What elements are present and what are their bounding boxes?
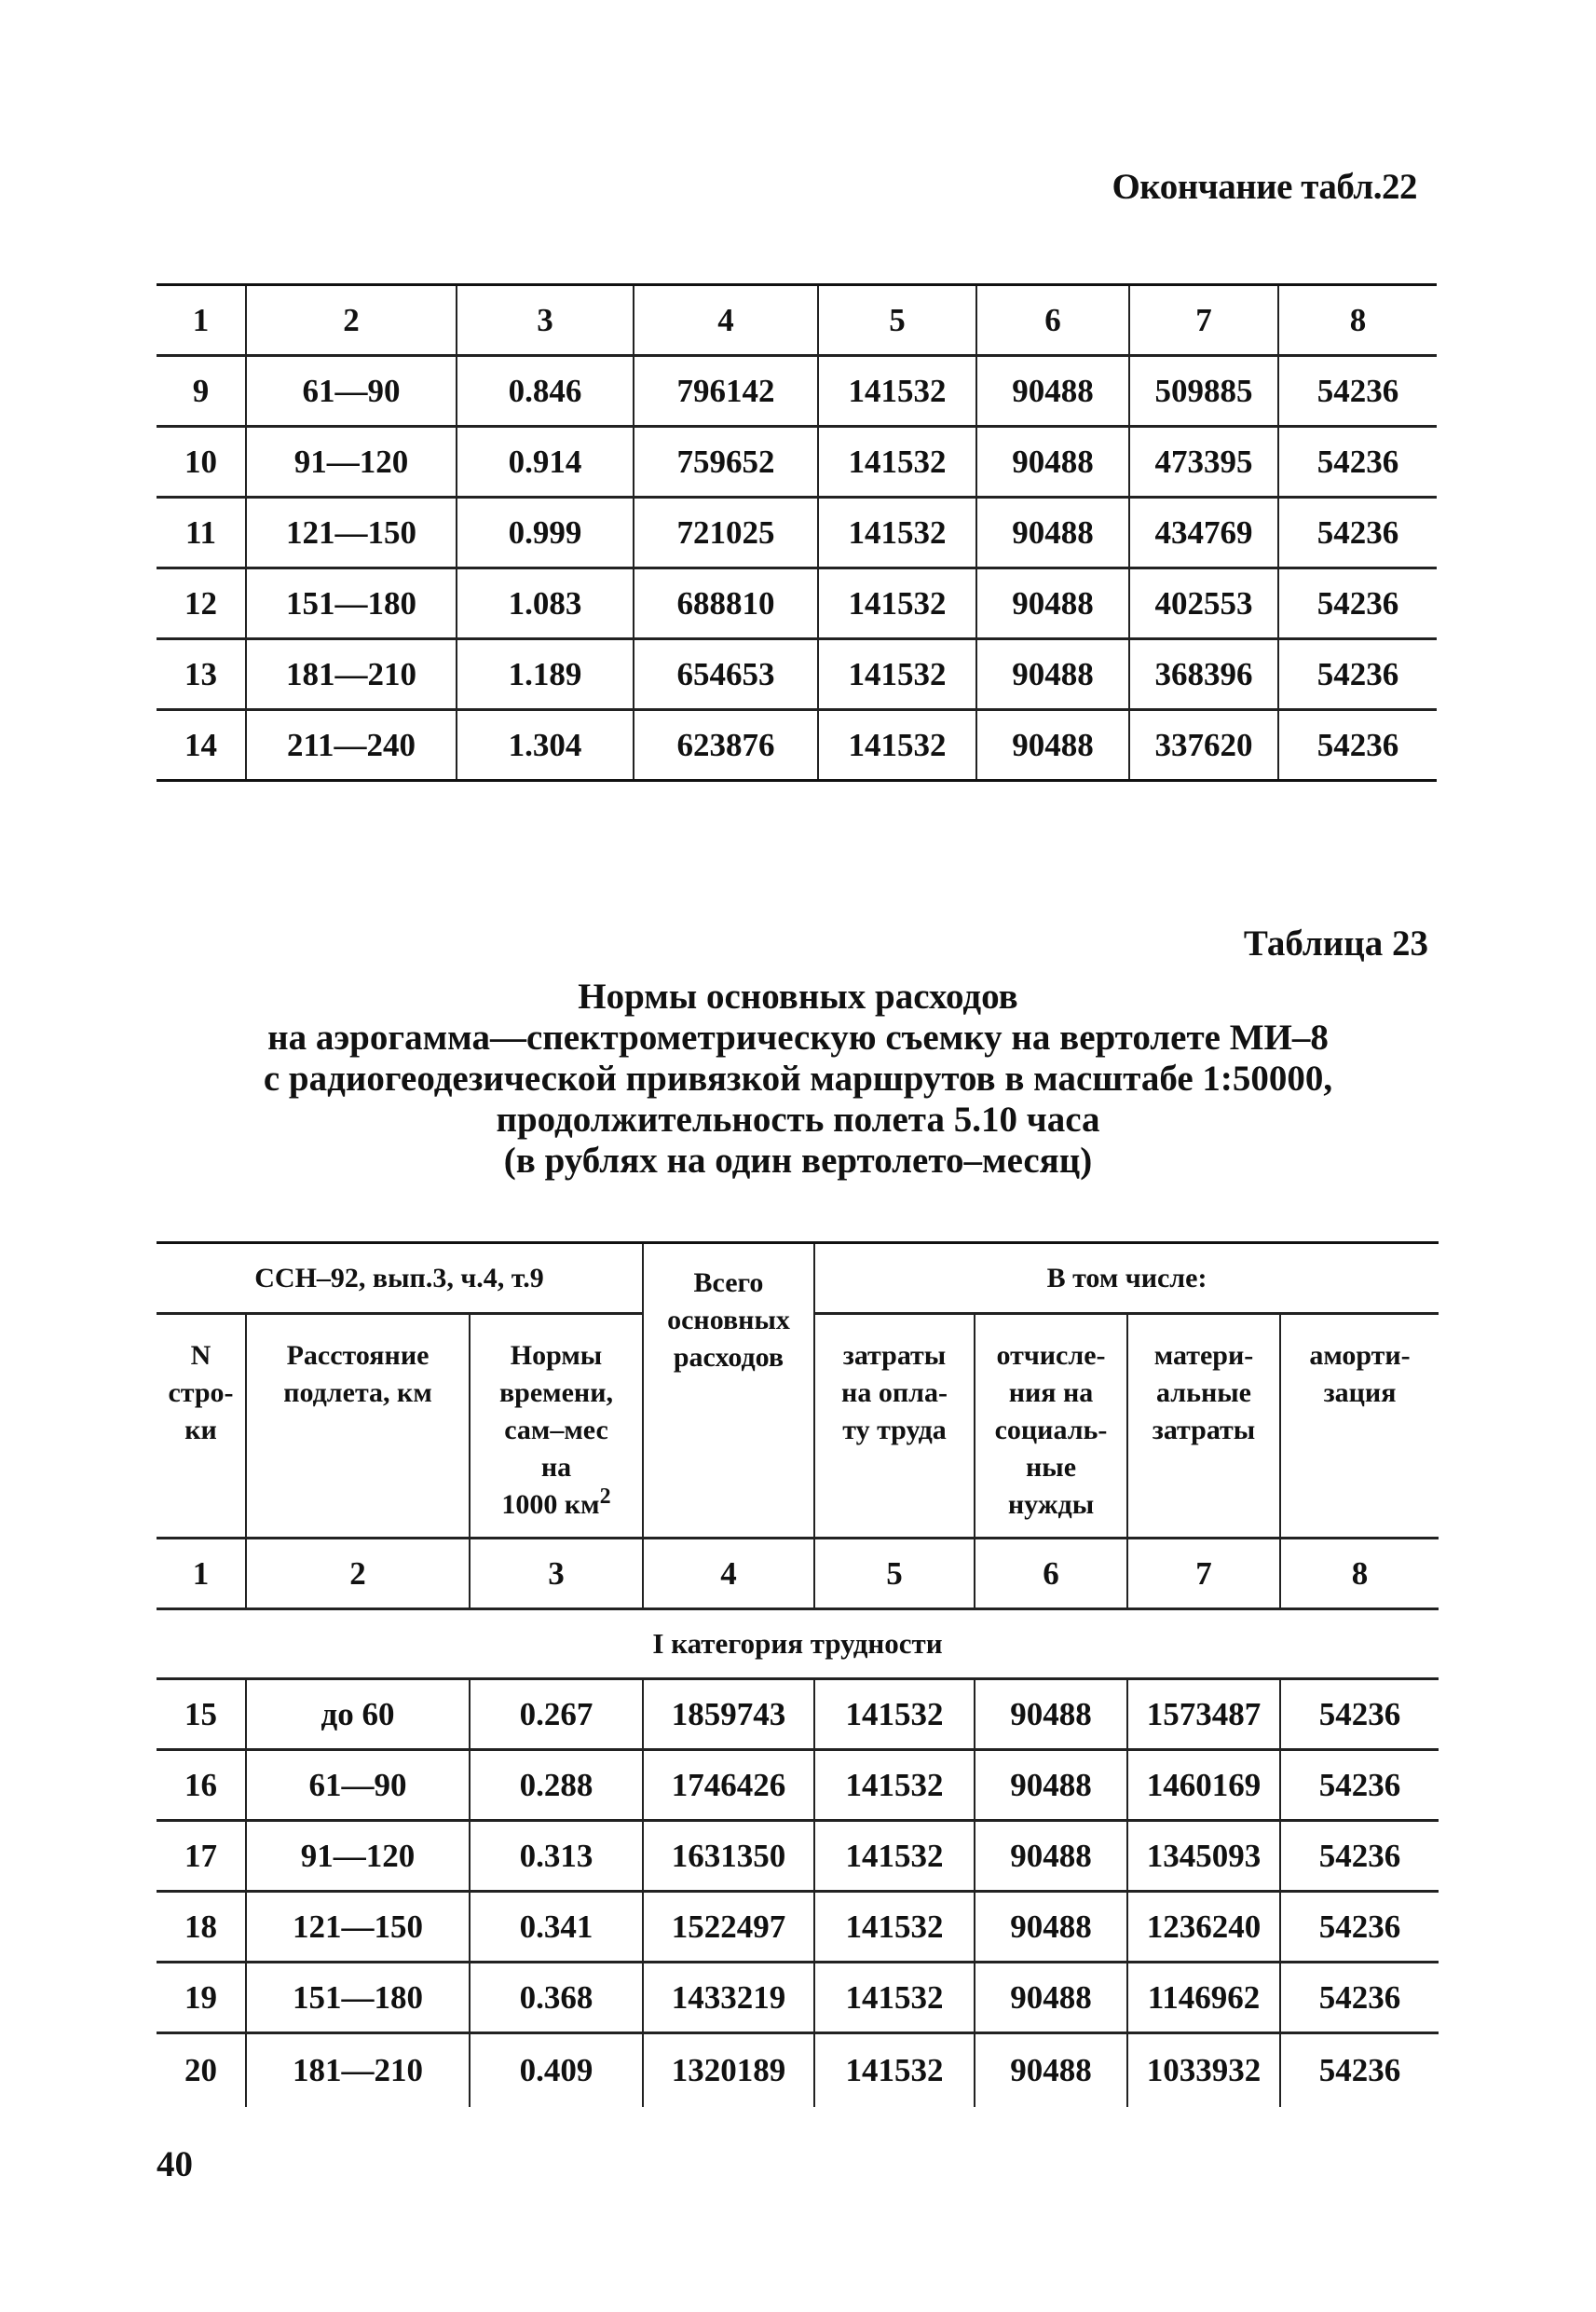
table-row [157, 1892, 1439, 1963]
table-row [157, 710, 1437, 781]
col-number: 6 [975, 1539, 1127, 1609]
table-cell: 90488 [975, 1750, 1127, 1821]
table-caption [0, 977, 1596, 1182]
table-cell: 141532 [818, 427, 976, 498]
col-number: 3 [457, 285, 634, 356]
table-cell: 54236 [1278, 356, 1437, 427]
table-cell: 18 [157, 1892, 246, 1963]
total-expenses-header: Всего основных расходов [643, 1243, 814, 1539]
table-cell: 90488 [975, 2033, 1127, 2108]
col-number: 7 [1129, 285, 1278, 356]
table-row [157, 427, 1437, 498]
col-number: 4 [643, 1539, 814, 1609]
table-cell: 141532 [814, 1963, 975, 2033]
table-row [157, 356, 1437, 427]
social-deductions-header: отчисле- ния на социаль- ные нужды [975, 1314, 1127, 1539]
col-number: 2 [246, 1539, 470, 1609]
table-cell: 90488 [976, 639, 1129, 710]
table-cell: 90488 [976, 427, 1129, 498]
table-cell: 9 [157, 356, 246, 427]
table-row [157, 1679, 1439, 1750]
table-cell: 151—180 [246, 568, 457, 639]
table-cell: 20 [184, 2052, 217, 2088]
category-row [157, 1609, 1439, 1679]
table-cell: 90488 [976, 710, 1129, 781]
table-cell: 54236 [1278, 710, 1437, 781]
table-cell: 54236 [1280, 1821, 1439, 1892]
table-22-continuation [157, 283, 1437, 782]
table-row [157, 568, 1437, 639]
caption-line: Нормы основных расходов [578, 977, 1018, 1017]
col-number: 5 [814, 1539, 975, 1609]
table-cell: 10 [157, 427, 246, 498]
table-cell: 402553 [1129, 568, 1278, 639]
table-cell: 54236 [1280, 1963, 1439, 2033]
table-cell: 759652 [634, 427, 818, 498]
table-cell: 0.409 [470, 2033, 643, 2108]
table-cell: 0.368 [470, 1963, 643, 2033]
table-cell: 1236240 [1127, 1892, 1280, 1963]
table-cell: 0.288 [470, 1750, 643, 1821]
table-row [157, 1963, 1439, 2033]
table-cell: 141532 [818, 356, 976, 427]
table-cell: 15 [157, 1679, 246, 1750]
table-cell: 211—240 [246, 710, 457, 781]
table-cell: 17 [157, 1821, 246, 1892]
amortization-header: аморти- зация [1280, 1314, 1439, 1539]
table-cell: до 60 [246, 1679, 470, 1750]
table-cell: 14 [184, 726, 217, 763]
table-cell: 91—120 [246, 427, 457, 498]
table-cell: 0.914 [457, 427, 634, 498]
table-cell: 141532 [814, 1750, 975, 1821]
table-cell: 1631350 [643, 1821, 814, 1892]
table-title: Таблица 23 [1243, 923, 1428, 964]
table-cell: 0.999 [457, 498, 634, 568]
col-number: 2 [246, 285, 457, 356]
table-cell: 90488 [976, 356, 1129, 427]
caption-line: с радиогеодезической привязкой маршрутов в масштабе 1:50000, [263, 1059, 1333, 1099]
table-row [157, 639, 1437, 710]
table-cell: 121—150 [246, 498, 457, 568]
table-cell: 141532 [818, 568, 976, 639]
table-cell: 368396 [1129, 639, 1278, 710]
table-cell: 473395 [1129, 427, 1278, 498]
table-cell: 151—180 [246, 1963, 470, 2033]
table-cell: 1.083 [457, 568, 634, 639]
table-cell: 1522497 [643, 1892, 814, 1963]
table-cell: 141532 [818, 498, 976, 568]
table-cell: 654653 [634, 639, 818, 710]
col-number: 6 [976, 285, 1129, 356]
caption-line: продолжительность полета 5.10 часа [496, 1100, 1100, 1140]
table-cell: 0.313 [470, 1821, 643, 1892]
table-cell: 11 [157, 498, 246, 568]
table-cell: 337620 [1129, 710, 1278, 781]
col-number: 8 [1280, 1539, 1439, 1609]
table-cell: 54236 [1280, 1892, 1439, 1963]
table-cell: 16 [157, 1750, 246, 1821]
table-cell: 54236 [1278, 639, 1437, 710]
table-cell: 61—90 [246, 1750, 470, 1821]
table-cell: 54236 [1280, 1750, 1439, 1821]
table-cell: 90488 [975, 1892, 1127, 1963]
row-number-header: N стро- ки [157, 1314, 246, 1539]
difficulty-category: I категория трудности [157, 1609, 1439, 1679]
col-number: 8 [1278, 285, 1437, 356]
distance-header: Расстояние подлета, км [246, 1314, 470, 1539]
table-row [157, 1750, 1439, 1821]
col-number: 1 [157, 285, 246, 356]
table-cell: 181—210 [246, 639, 457, 710]
col-number: 5 [818, 285, 976, 356]
caption-line: (в рублях на один вертолето–месяц) [503, 1141, 1093, 1181]
continuation-title: Окончание табл.22 [1112, 167, 1417, 207]
table-cell: 1033932 [1127, 2033, 1280, 2108]
caption-line: на аэрогамма—спектрометрическую съемку на вертолете МИ–8 [267, 1018, 1329, 1058]
table-cell: 0.267 [470, 1679, 643, 1750]
table-cell: 1746426 [643, 1750, 814, 1821]
table-group-header-row [157, 1243, 1439, 1314]
table-column-number-row [157, 1539, 1439, 1609]
table-cell: 1.304 [457, 710, 634, 781]
table-cell: 796142 [634, 356, 818, 427]
table-cell: 19 [157, 1963, 246, 2033]
table-cell: 90488 [975, 1679, 1127, 1750]
table-cell: 509885 [1129, 356, 1278, 427]
table-cell: 434769 [1129, 498, 1278, 568]
table-23 [157, 1241, 1439, 2107]
table-cell: 54236 [1280, 2033, 1439, 2108]
table-cell: 61—90 [246, 356, 457, 427]
table-cell: 121—150 [246, 1892, 470, 1963]
table-cell: 54236 [1278, 568, 1437, 639]
table-cell: 13 [157, 639, 246, 710]
table-cell: 141532 [814, 1892, 975, 1963]
table-cell: 1320189 [643, 2033, 814, 2108]
time-norms-header: Нормы времени, сам–мес на 1000 $км^2$ [470, 1314, 643, 1539]
table-cell: 1433219 [643, 1963, 814, 2033]
table-cell: 54236 [1278, 498, 1437, 568]
table-cell: 1146962 [1127, 1963, 1280, 2033]
table-row [157, 2033, 1439, 2108]
table-row [157, 1821, 1439, 1892]
labor-costs-header: затраты на опла- ту труда [814, 1314, 975, 1539]
table-cell: 141532 [818, 710, 976, 781]
table-cell: 141532 [818, 639, 976, 710]
ssn-group-header: ССН–92, вып.3, ч.4, т.9 [157, 1243, 643, 1314]
table-cell: 90488 [976, 498, 1129, 568]
table-cell: 1.189 [457, 639, 634, 710]
table-cell: 181—210 [246, 2033, 470, 2108]
table-cell: 721025 [634, 498, 818, 568]
table-cell: 1573487 [1127, 1679, 1280, 1750]
page-number: 40 [157, 2144, 193, 2184]
table-cell: 1345093 [1127, 1821, 1280, 1892]
table-cell: 91—120 [246, 1821, 470, 1892]
table-cell: 0.846 [457, 356, 634, 427]
table-header-row [157, 285, 1437, 356]
col-number: 4 [634, 285, 818, 356]
table-cell: 623876 [634, 710, 818, 781]
table-cell: 54236 [1278, 427, 1437, 498]
col-number: 3 [470, 1539, 643, 1609]
table-cell: 688810 [634, 568, 818, 639]
table-cell: 1460169 [1127, 1750, 1280, 1821]
table-cell: 0.341 [470, 1892, 643, 1963]
table-cell: 1859743 [643, 1679, 814, 1750]
table-cell: 12 [157, 568, 246, 639]
col-number: 7 [1127, 1539, 1280, 1609]
table-cell: 90488 [976, 568, 1129, 639]
table-cell: 141532 [814, 2033, 975, 2108]
in-that-number-header: В том числе: [814, 1243, 1439, 1314]
table-cell: 141532 [814, 1821, 975, 1892]
table-row [157, 498, 1437, 568]
table-cell: 90488 [975, 1821, 1127, 1892]
table-cell: 54236 [1280, 1679, 1439, 1750]
table-cell: 141532 [814, 1679, 975, 1750]
col-number: 1 [157, 1539, 246, 1609]
table-cell: 90488 [975, 1963, 1127, 2033]
material-costs-header: матери- альные затраты [1127, 1314, 1280, 1539]
